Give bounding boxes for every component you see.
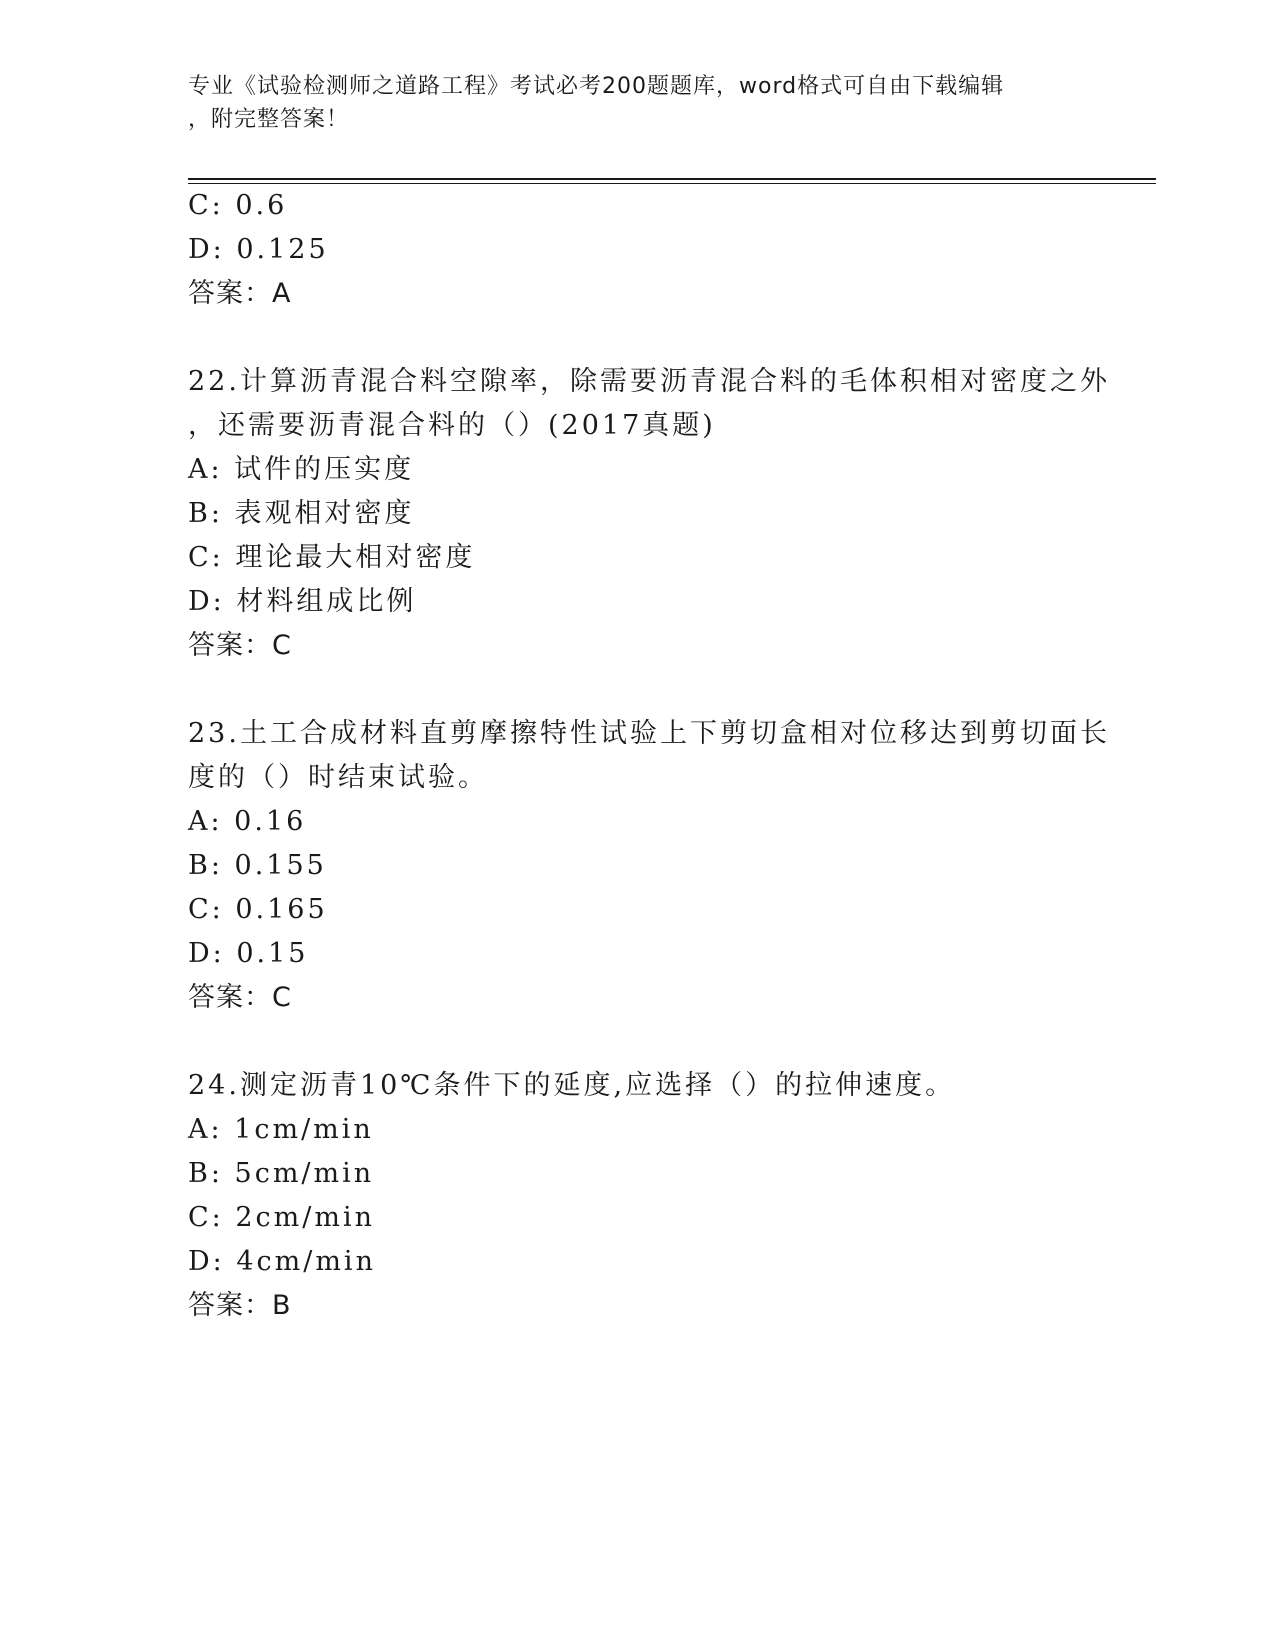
- answer-line: 答案：A: [188, 278, 292, 309]
- option-d: D: 0.15: [188, 938, 309, 969]
- option-d: D: 0.125: [188, 234, 329, 265]
- option-a: A: 试件的压实度: [188, 454, 415, 485]
- option-c: C: 理论最大相对密度: [188, 542, 476, 573]
- question-stem-line: 23.土工合成材料直剪摩擦特性试验上下剪切盒相对位移达到剪切面长: [188, 718, 1110, 749]
- answer-line: 答案：C: [188, 630, 292, 661]
- header-line-1: 专业《试验检测师之道路工程》考试必考200题题库，word格式可自由下载编辑: [188, 74, 1005, 99]
- option-c: C: 0.165: [188, 894, 328, 925]
- option-c: C: 2cm/min: [188, 1202, 375, 1233]
- question-stem-line: ，还需要沥青混合料的（）(2017真题): [188, 410, 716, 441]
- document-header: [188, 70, 1088, 136]
- option-b: B: 表观相对密度: [188, 498, 415, 529]
- option-d: D: 4cm/min: [188, 1246, 376, 1277]
- option-d: D: 材料组成比例: [188, 586, 417, 617]
- answer-line: 答案：C: [188, 982, 292, 1013]
- answer-line: 答案：B: [188, 1290, 292, 1321]
- option-a: A: 0.16: [188, 806, 307, 837]
- header-rule-thick: [188, 178, 1156, 180]
- header-rule-thin: [188, 183, 1156, 184]
- header-line-2: ，附完整答案！: [188, 107, 350, 132]
- option-b: B: 0.155: [188, 850, 327, 881]
- option-b: B: 5cm/min: [188, 1158, 375, 1189]
- question-stem-line: 22.计算沥青混合料空隙率，除需要沥青混合料的毛体积相对密度之外: [188, 366, 1110, 397]
- question-stem-line: 度的（）时结束试验。: [188, 762, 488, 793]
- option-c: C: 0.6: [188, 190, 288, 221]
- option-a: A: 1cm/min: [188, 1114, 374, 1145]
- question-stem-line: 24.测定沥青10℃条件下的延度,应选择（）的拉伸速度。: [188, 1070, 956, 1101]
